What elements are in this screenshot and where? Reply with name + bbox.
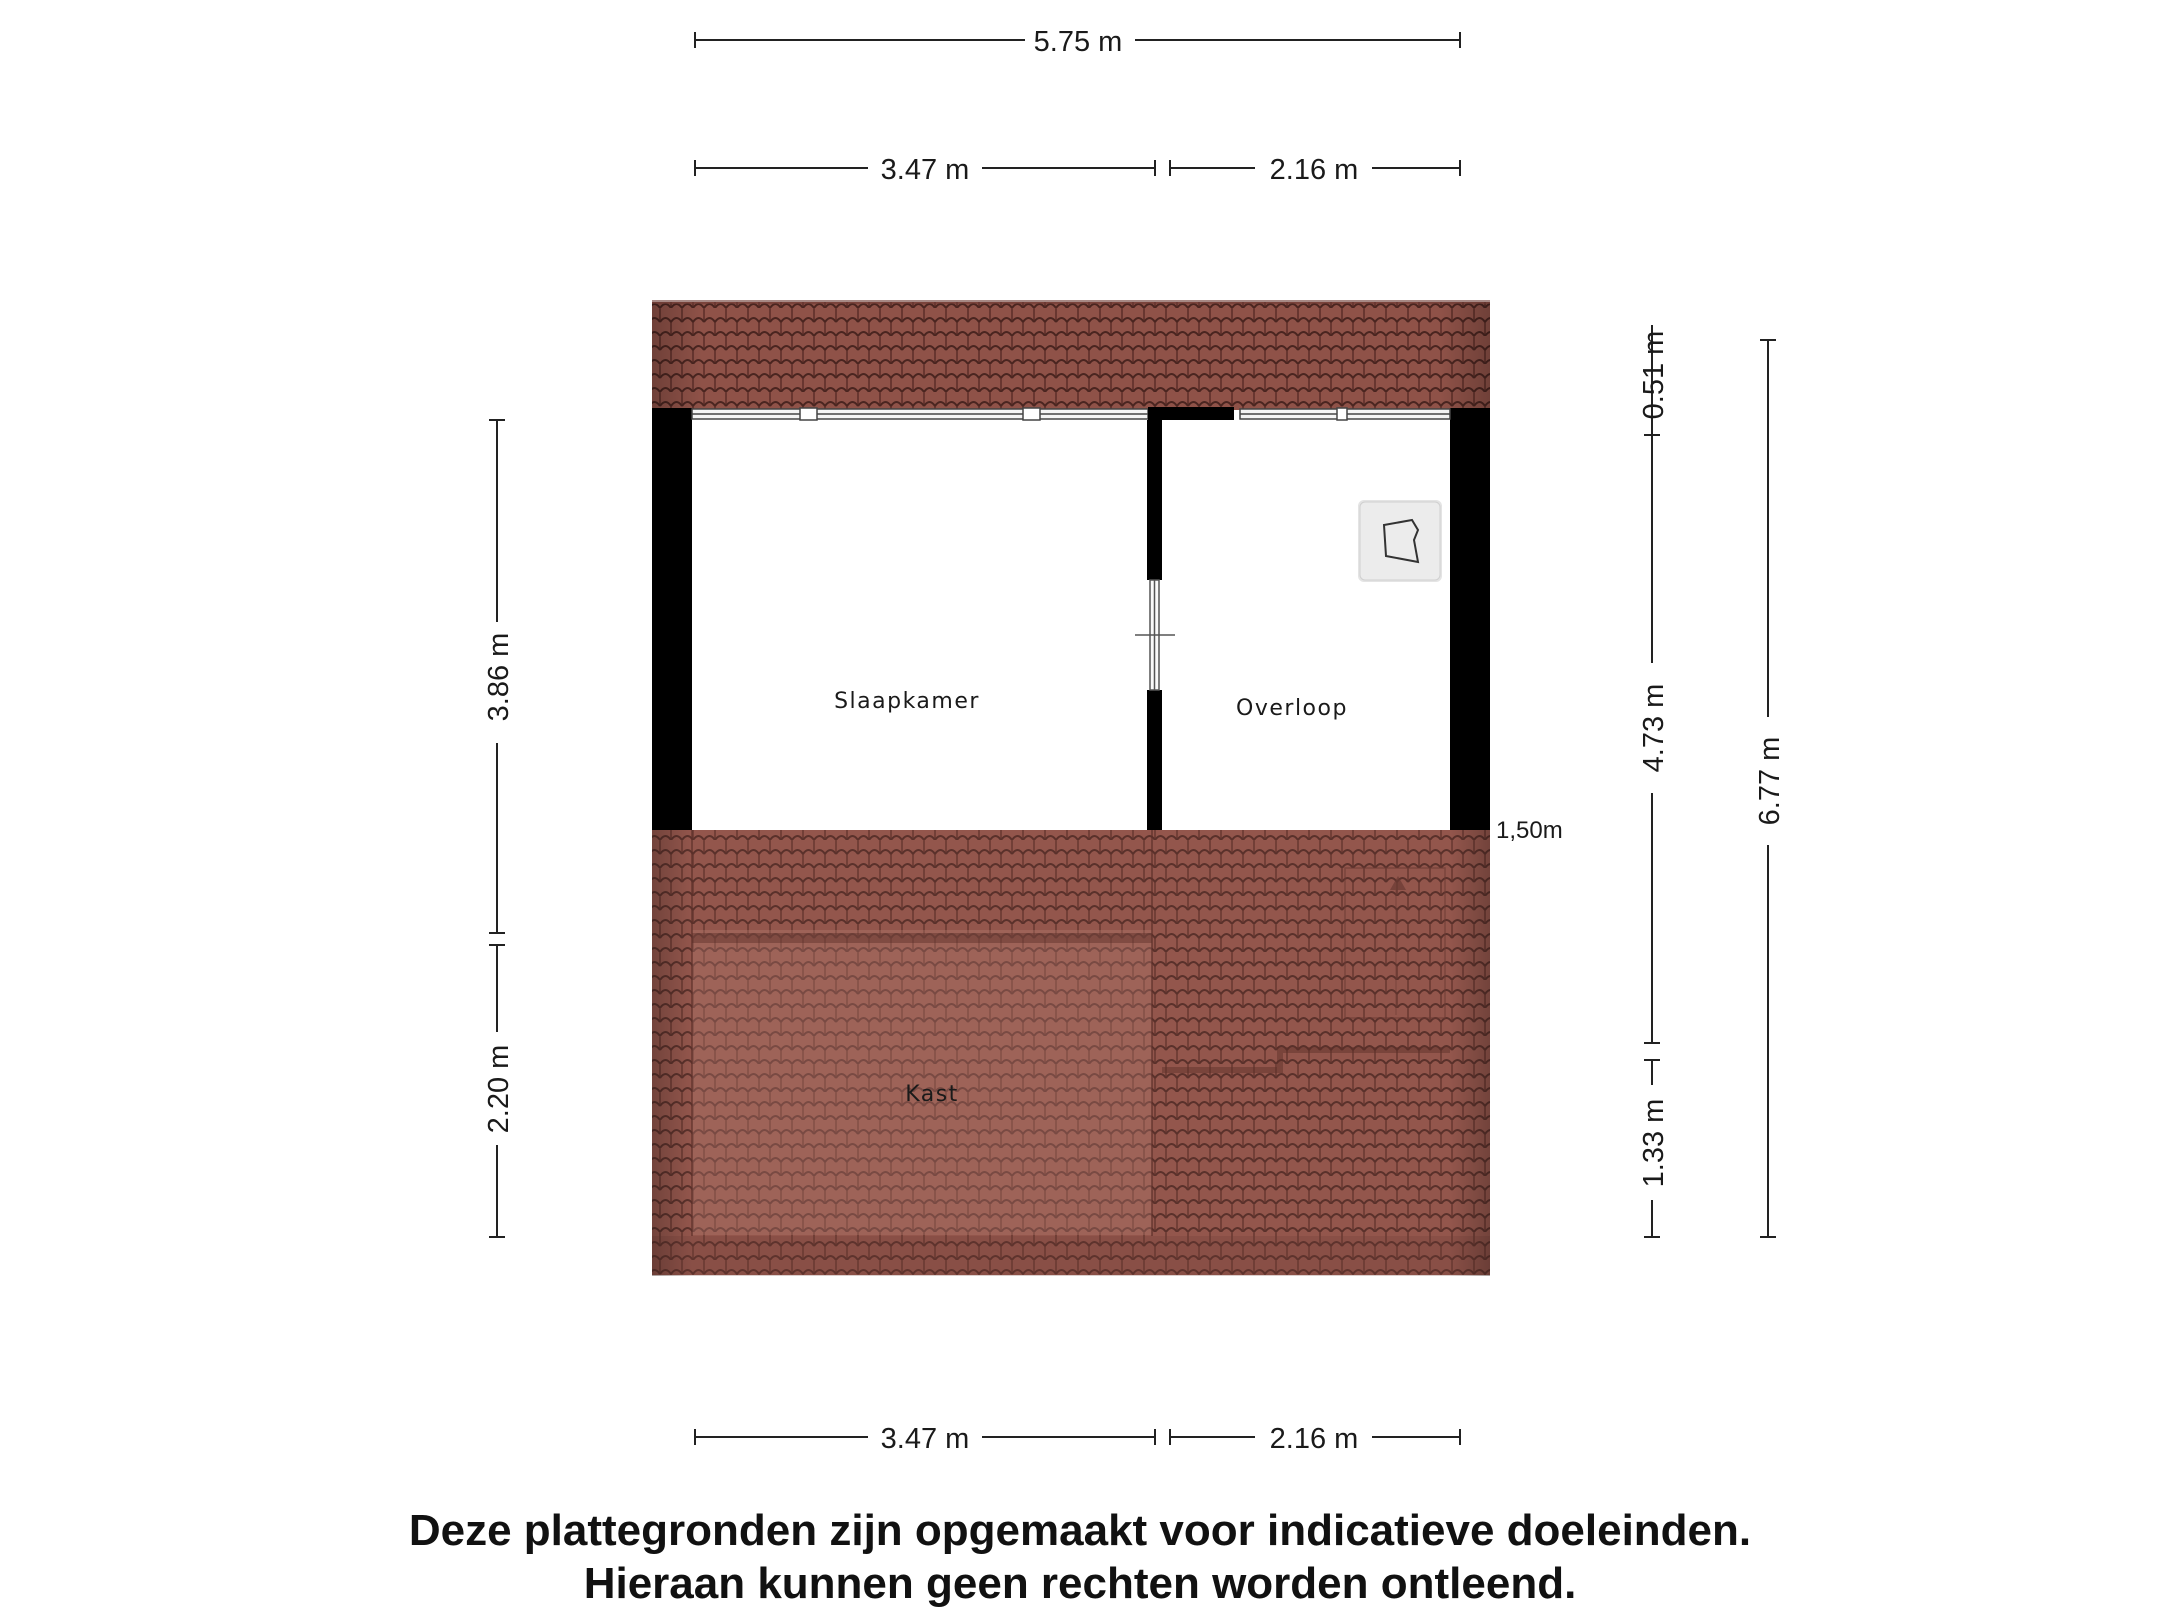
room-label-closet: Kast <box>905 1082 959 1107</box>
wall-top-segment <box>1148 407 1234 420</box>
dim-bottom-left: 3.47 m <box>880 1423 970 1455</box>
dim-top-left: 3.47 m <box>880 154 970 186</box>
dim-bottom-right: 2.16 m <box>1269 1423 1359 1455</box>
dim-top-total: 5.75 m <box>1033 26 1123 58</box>
room-label-bedroom: Slaapkamer <box>834 689 980 714</box>
wall-left <box>652 408 692 830</box>
wall-partition-lower <box>1147 690 1162 830</box>
dim-right-middle: 4.73 m <box>1638 683 1670 773</box>
upper-floor-area <box>692 410 1450 830</box>
disclaimer-line-2: Hieraan kunnen geen rechten worden ontleend. <box>583 1559 1577 1608</box>
roof-lower <box>652 830 1490 1276</box>
dim-right-bottom: 1.33 m <box>1638 1098 1670 1188</box>
room-label-landing: Overloop <box>1236 696 1348 721</box>
skylight-icon <box>1358 500 1442 582</box>
dim-right-top: 0.51 m <box>1638 330 1670 420</box>
wall-right <box>1450 408 1490 830</box>
roof-top <box>652 300 1490 410</box>
dim-top-right: 2.16 m <box>1269 154 1359 186</box>
window-strip-top <box>692 408 1450 420</box>
dim-right-total: 6.77 m <box>1754 736 1786 826</box>
wall-partition-upper <box>1147 420 1162 580</box>
height-marker: 1,50m <box>1496 817 1563 844</box>
disclaimer-line-1: Deze plattegronden zijn opgemaakt voor indicatieve doeleinden. <box>408 1506 1752 1555</box>
dim-left-lower: 2.20 m <box>483 1044 515 1134</box>
dim-left-upper: 3.86 m <box>483 632 515 722</box>
